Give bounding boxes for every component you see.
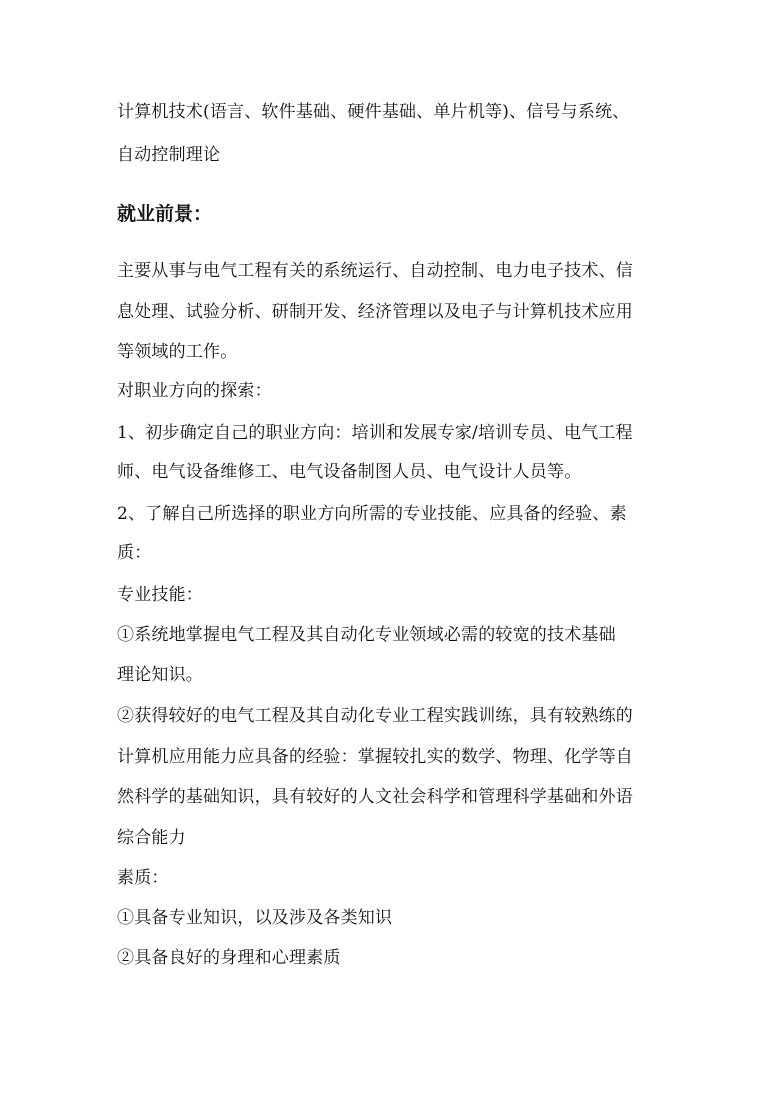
prospect-line-2: 息处理、试验分析、研制开发、经济管理以及电子与计算机技术应用 (117, 302, 633, 322)
section-heading: 就业前景： (117, 203, 213, 225)
item1-line-1: 1、初步确定自己的职业方向：培训和发展专家/培训专员、电气工程 (117, 423, 633, 443)
quality-item-1: ①具备专业知识，以及涉及各类知识 (117, 908, 393, 928)
item2-line-1: 2、了解自己所选择的职业方向所需的专业技能、应具备的经验、素 (117, 504, 627, 524)
skills-title: 专业技能： (117, 585, 203, 605)
prospect-line-3: 等领域的工作。 (117, 342, 238, 362)
quality-item-2: ②具备良好的身理和心理素质 (117, 948, 341, 968)
intro-line-2: 自动控制理论 (117, 145, 221, 165)
item2-line-2: 质： (117, 543, 152, 563)
skill1-line-2: 理论知识。 (117, 665, 203, 685)
quality-title: 素质： (117, 868, 169, 888)
skill2-line-3: 然科学的基础知识，具有较好的人文社会科学和管理科学基础和外语 (117, 787, 633, 807)
skill2-line-4: 综合能力 (117, 828, 186, 848)
skill2-line-1: ②获得较好的电气工程及其自动化专业工程实践训练，具有较熟练的 (117, 706, 633, 726)
prospect-line-1: 主要从事与电气工程有关的系统运行、自动控制、电力电子技术、信 (117, 261, 633, 281)
exploration-title: 对职业方向的探索： (117, 381, 272, 401)
skill2-line-2: 计算机应用能力应具备的经验：掌握较扎实的数学、物理、化学等自 (117, 747, 633, 767)
skill1-line-1: ①系统地掌握电气工程及其自动化专业领域必需的较宽的技术基础 (117, 625, 616, 645)
item1-line-2: 师、电气设备维修工、电气设备制图人员、电气设计人员等。 (117, 462, 582, 482)
intro-line-1: 计算机技术(语言、软件基础、硬件基础、单片机等)、信号与系统、 (117, 102, 630, 122)
